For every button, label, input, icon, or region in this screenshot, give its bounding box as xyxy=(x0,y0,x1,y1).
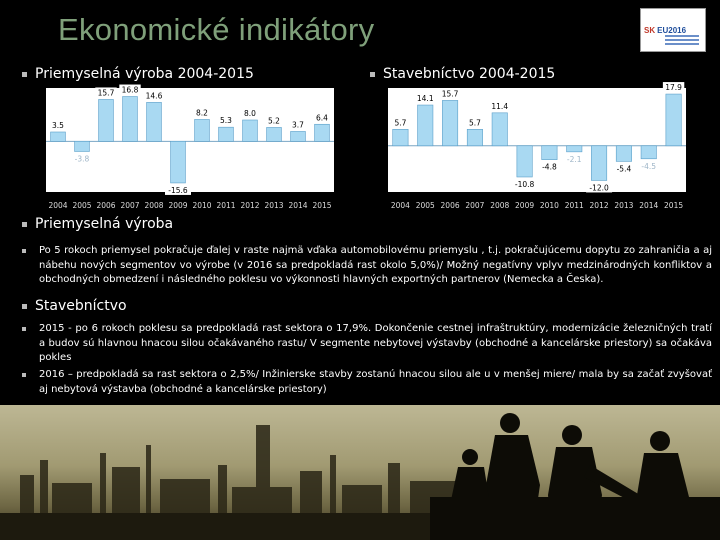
data-label-2015: 17.9 xyxy=(665,83,682,93)
x-tick-2004: 2004 xyxy=(48,201,68,210)
x-tick-2006: 2006 xyxy=(440,201,460,210)
chart2-heading xyxy=(370,66,555,82)
bar-2006 xyxy=(442,100,457,145)
x-tick-2009: 2009 xyxy=(168,201,188,210)
x-tick-2011: 2011 xyxy=(216,201,236,210)
data-label-2015: 6.4 xyxy=(316,113,328,123)
data-label-2013: 5.2 xyxy=(268,116,280,126)
x-tick-2007: 2007 xyxy=(120,201,140,210)
slide-title: Ekonomické indikátory xyxy=(58,12,375,47)
bar-2012 xyxy=(591,146,606,181)
industry-paragraph xyxy=(22,244,712,288)
bar-2008 xyxy=(492,113,507,146)
x-tick-2008: 2008 xyxy=(144,201,164,210)
data-label-2007: 16.8 xyxy=(121,85,139,95)
bullet-icon xyxy=(370,72,375,77)
data-label-2009: -10.8 xyxy=(514,179,535,189)
bar-2006 xyxy=(99,99,114,141)
bullet-icon xyxy=(22,222,27,227)
logo-lines xyxy=(665,35,699,47)
x-tick-2010: 2010 xyxy=(192,201,212,210)
bullet-icon xyxy=(22,373,26,377)
data-label-2010: 8.2 xyxy=(196,108,208,118)
bar-2009 xyxy=(517,146,532,177)
data-label-2012: -12.0 xyxy=(589,183,609,193)
data-label-2010: -4.8 xyxy=(542,162,557,172)
bar-2005 xyxy=(418,105,433,146)
bar-2014 xyxy=(291,131,306,141)
x-tick-2005: 2005 xyxy=(72,201,92,210)
x-tick-2005: 2005 xyxy=(415,201,435,210)
data-label-2004: 5.7 xyxy=(394,118,407,128)
construction-paragraph-2016 xyxy=(22,368,712,397)
bar-2012 xyxy=(243,120,258,141)
x-tick-2008: 2008 xyxy=(490,201,510,210)
bar-2004 xyxy=(393,129,408,145)
data-label-2009: -15.6 xyxy=(168,185,188,195)
x-tick-2012: 2012 xyxy=(240,201,260,210)
x-tick-2009: 2009 xyxy=(515,201,535,210)
construction-paragraph-2015 xyxy=(22,322,712,366)
x-tick-2013: 2013 xyxy=(614,201,634,210)
chart1-title: Priemyselná výroba 2004-2015 xyxy=(35,66,254,82)
sk-eu2016-logo xyxy=(640,8,706,52)
bar-2013 xyxy=(616,146,631,162)
bar-2005 xyxy=(75,141,90,151)
x-tick-2010: 2010 xyxy=(539,201,559,210)
bar-2013 xyxy=(267,127,282,141)
bar-2010 xyxy=(542,146,557,160)
data-label-2014: 3.7 xyxy=(292,120,304,130)
chart2-title: Stavebníctvo 2004-2015 xyxy=(383,66,556,82)
data-label-2005: 14.1 xyxy=(416,94,434,104)
bar-2007 xyxy=(467,129,482,145)
data-label-2011: 5.3 xyxy=(220,116,232,126)
section-heading-text: Stavebníctvo xyxy=(35,298,127,314)
data-label-2006: 15.7 xyxy=(441,89,459,99)
data-label-2014: -4.5 xyxy=(641,161,657,171)
paragraph-text: 2016 – predpokladá sa rast sektora o 2,5%/ Inžinierske stavby zostanú hnacou silou ale u v menšej miere/ mala by sa začať zvyšovať aj nebytová výstavba (obchodné a kancelárske priestory) xyxy=(39,369,712,395)
bar-2004 xyxy=(51,132,66,141)
x-tick-2014: 2014 xyxy=(639,201,659,210)
industrial-silhouette-image xyxy=(0,405,720,540)
bar-2015 xyxy=(315,124,330,141)
section-heading-text: Priemyselná výroba xyxy=(35,216,174,232)
bullet-icon xyxy=(22,72,27,77)
data-label-2005: -3.8 xyxy=(74,154,90,164)
construction-chart xyxy=(382,82,692,212)
section-heading-industry xyxy=(22,216,173,232)
bullet-icon xyxy=(22,327,26,331)
x-tick-2015: 2015 xyxy=(664,201,684,210)
bar-2008 xyxy=(147,102,162,141)
chart1-heading xyxy=(22,66,254,82)
bar-2015 xyxy=(666,94,681,146)
paragraph-text: Po 5 rokoch priemysel pokračuje ďalej v raste najmä vďaka automobilovému priemyslu , t.j. pokračujúcemu dopytu zo zahraničia a aj nábehu nových segmentov vo výrobe (v 2016 sa predpokladá rast okolo 5,0%)/ Možný negatívny vplyv medzinárodných konfliktov a obchodných obmedzení i následného poklesu vo výkonnosti hlavných exportných partnerov (Nemecka a Česka). xyxy=(39,245,712,285)
industry-chart xyxy=(40,82,340,212)
bar-2011 xyxy=(219,127,234,141)
paragraph-text: 2015 - po 6 rokoch poklesu sa predpokladá rast sektora o 17,9%. Dokončenie cestnej infraštruktúry, modernizácie železničných tratí a budov sú hlavnou hnacou silou očakávaného rastu/ V segmente nebytovej výstavby (obchodné a kancelárske priestory) sa očakáva pokles xyxy=(39,323,712,363)
x-tick-2014: 2014 xyxy=(288,201,308,210)
data-label-2011: -2.1 xyxy=(566,154,582,164)
bullet-icon xyxy=(22,249,26,253)
section-heading-construction xyxy=(22,298,127,314)
bar-2014 xyxy=(641,146,656,159)
logo-eu-text: EU2016 xyxy=(657,25,687,35)
data-label-2013: -5.4 xyxy=(616,164,632,174)
bar-2011 xyxy=(567,146,582,152)
x-tick-2015: 2015 xyxy=(312,201,332,210)
x-tick-2006: 2006 xyxy=(96,201,116,210)
data-label-2007: 5.7 xyxy=(468,118,481,128)
x-tick-2013: 2013 xyxy=(264,201,284,210)
data-label-2004: 3.5 xyxy=(52,121,64,130)
bar-2010 xyxy=(195,119,210,141)
data-label-2008: 11.4 xyxy=(491,101,509,111)
data-label-2006: 15.7 xyxy=(97,88,115,98)
x-tick-2004: 2004 xyxy=(390,201,410,210)
data-label-2008: 14.6 xyxy=(145,91,163,101)
x-tick-2007: 2007 xyxy=(465,201,485,210)
data-label-2012: 8.0 xyxy=(244,109,256,118)
x-tick-2011: 2011 xyxy=(564,201,584,210)
industrial-photo xyxy=(0,405,720,540)
bar-2007 xyxy=(123,97,138,142)
x-tick-2012: 2012 xyxy=(589,201,609,210)
bullet-icon xyxy=(22,304,27,309)
bar-2009 xyxy=(171,141,186,183)
logo-sk-text: SK xyxy=(644,25,656,35)
